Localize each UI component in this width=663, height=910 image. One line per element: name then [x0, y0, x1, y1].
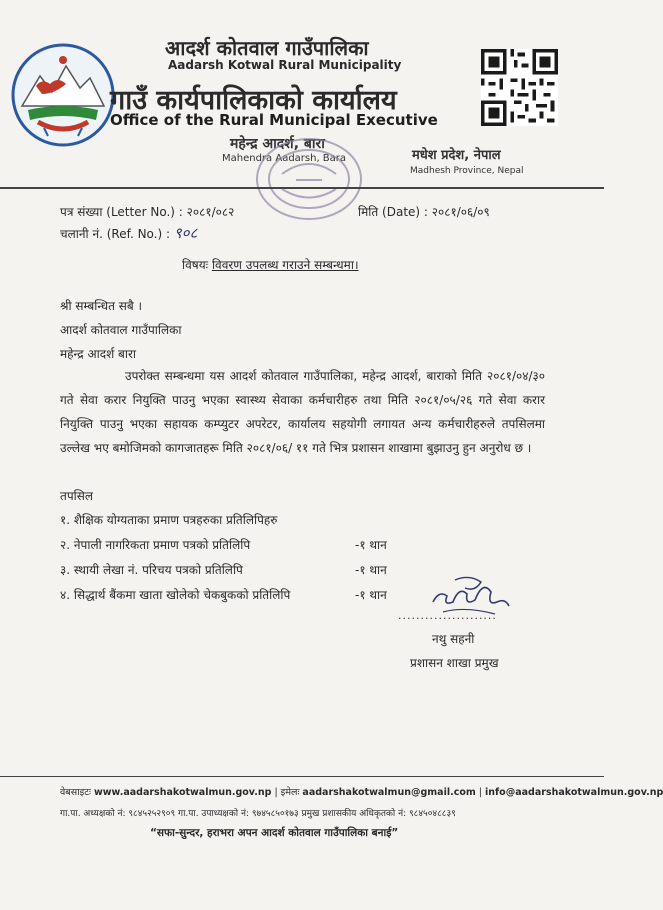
reference-number [60, 223, 197, 243]
list-item: ४. सिद्धार्थ बैंकमा खाता खोलेको चेकबुकको प्रतिलिपि [60, 588, 291, 602]
office-stamp-seal [252, 134, 367, 224]
footer-contact-line: वेबसाइटः www.aadarshakotwalmun.gov.np | इमेलः aadarshakotwalmun@gmail.com | info@aadarshakotwalmun.gov.np [60, 787, 663, 798]
location-english: Mahendra Aadarsh, Bara [222, 153, 347, 164]
office-name-english: Office of the Rural Municipal Executive [110, 111, 438, 129]
subject-text: विवरण उपलब्ध गराउने सम्बन्धमा। [211, 258, 359, 272]
letter-number [60, 203, 234, 220]
info-email-link[interactable]: info@aadarshakotwalmun.gov.np [485, 787, 663, 798]
municipality-name-english: Aadarsh Kotwal Rural Municipality [168, 58, 402, 72]
letter-date-value: २०८१/०६/०९ [431, 205, 490, 219]
list-item-quantity: -१ थान [355, 563, 387, 577]
reference-number-value: ९०८ [173, 224, 198, 242]
addressee-line-1: श्री सम्बन्धित सबै । [60, 299, 143, 313]
website-link[interactable]: www.aadarshakotwalmun.gov.np [94, 787, 272, 798]
letter-date-label: मिति (Date) : [358, 205, 428, 219]
header-divider [0, 187, 604, 189]
footer-phone-numbers: गा.पा. अध्यक्षको नं: ९८४५२५२९०९ गा.पा. उपाध्यक्षको नं: ९७४५८५०१७३ प्रमुख प्रशासकीय अधिकृतको नं: ९८४५०४८८३९ [60, 809, 456, 819]
province-nepali: मधेश प्रदेश, नेपाल [412, 148, 501, 163]
addressee-line-2: आदर्श कोतवाल गाउँपालिका [60, 323, 182, 337]
letter-body: उपरोक्त सम्बन्धमा यस आदर्श कोतवाल गाउँपालिका, महेन्द्र आदर्श, बाराको मिति २०८१/०४/३० गते सेवा करार नियुक्ति पाउनु भएका स्वास्थ्य सेवाका कर्मचारीहरु तथा मिति २०८१/०५/२६ गते सेवा करार नियुक्ति पाउनु भएका सहायक कम्प्युटर अपरेटर, कार्यालय सहयोगी लगायत अन्य कर्मचारीहरुले तपसिलमा उल्लेख भए बमोजिमको कागजातहरू मिति २०८१/०६/ ११ गते भित्र प्रशासन शाखामा बुझाउनु हुन अनुरोध छ । [60, 369, 545, 455]
reference-number-label: चलानी नं. (Ref. No.) : [60, 227, 171, 241]
list-item: १. शैक्षिक योग्यताका प्रमाण पत्रहरुका प्रतिलिपिहरु [60, 513, 278, 527]
letter-date [358, 203, 490, 220]
footer-slogan: “सफा-सुन्दर, हराभरा अपन आदर्श कोतवाल गाउँपालिका बनाई” [150, 827, 399, 839]
footer-divider [0, 776, 604, 777]
list-item: ३. स्थायी लेखा नं. परिचय पत्रको प्रतिलिपि [60, 563, 243, 577]
list-item: २. नेपाली नागरिकता प्रमाण पत्रको प्रतिलिपि [60, 538, 251, 552]
nepal-emblem-logo [8, 40, 118, 150]
website-label: वेबसाइटः [60, 787, 91, 798]
signatory-title: प्रशासन शाखा प्रमुख [410, 656, 499, 670]
list-item-quantity: -१ थान [355, 588, 387, 602]
email-link[interactable]: aadarshakotwalmun@gmail.com [302, 787, 476, 798]
signatory-name: नथु सहनी [432, 632, 475, 646]
subject-line [182, 256, 359, 273]
office-name-nepali: गाउँ कार्यपालिकाको कार्यालय [110, 85, 397, 116]
province-english: Madhesh Province, Nepal [410, 166, 524, 176]
letter-number-value: २०८१/०८२ [186, 205, 235, 219]
municipality-name-nepali: आदर्श कोतवाल गाउँपालिका [165, 36, 369, 60]
email-label: इमेलः [280, 787, 300, 798]
location-nepali: महेन्द्र आदर्श, बारा [230, 136, 325, 152]
qr-code-icon [481, 49, 558, 126]
signature-line: ...................... [398, 609, 497, 622]
addressee-line-3: महेन्द्र आदर्श बारा [60, 347, 137, 361]
letter-number-label: पत्र संख्या (Letter No.) : [60, 205, 183, 219]
tapasil-heading: तपसिल [60, 489, 94, 503]
list-item-quantity: -१ थान [355, 538, 387, 552]
subject-label: विषयः [182, 258, 209, 272]
